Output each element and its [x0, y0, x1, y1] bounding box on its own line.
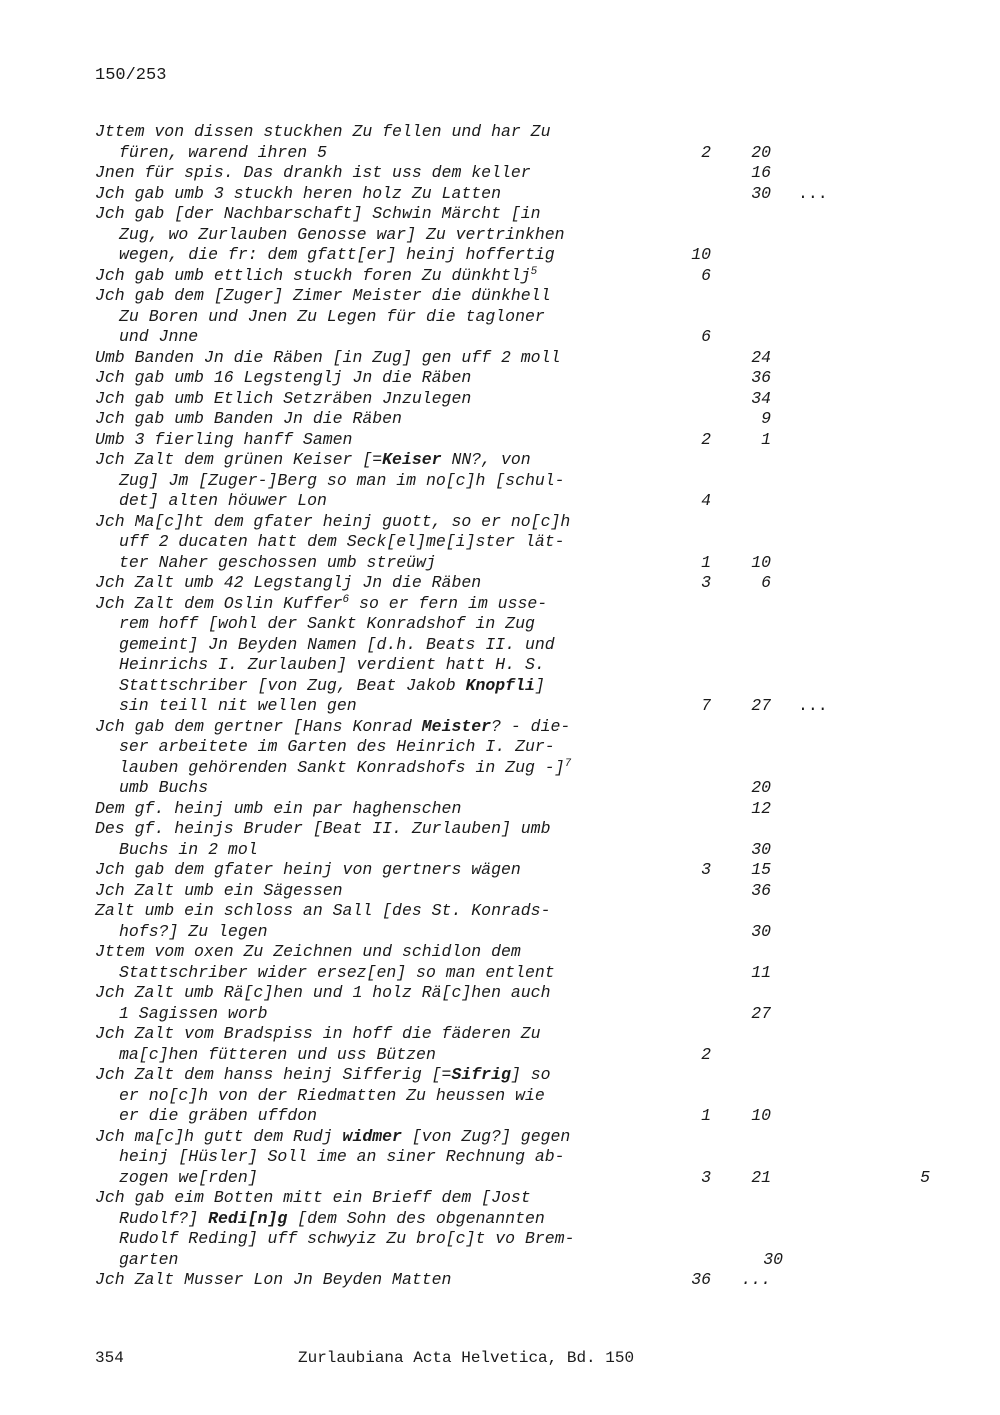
- text-segment: [dem Sohn des obgenannten: [287, 1208, 545, 1228]
- amount-c1: 1: [701, 552, 711, 572]
- amount-c2: 36: [751, 368, 771, 387]
- amount-c2: 20: [751, 142, 771, 162]
- entry-text: [95, 1065, 551, 1086]
- ledger-line: [95, 1086, 895, 1107]
- text-segment: Umb Banden Jn die Räben [in Zug] gen uff 2 moll: [95, 347, 561, 367]
- amount-c2: 30: [751, 921, 771, 941]
- amount-c1: 6: [701, 265, 711, 285]
- text-segment: garten: [119, 1249, 179, 1269]
- ledger-line: [95, 245, 895, 266]
- entry-text: [95, 163, 531, 184]
- entry-text: [119, 1168, 258, 1189]
- text-segment: er no[c]h von der Riedmatten Zu heussen wie: [119, 1085, 545, 1105]
- text-segment: Zug] Jm [Zuger-]Berg so man im no[c]h [schul-: [119, 470, 565, 490]
- text-segment: Jch Zalt dem grünen Keiser [=: [95, 450, 383, 469]
- ledger-line: [95, 553, 895, 574]
- entry-text: [95, 430, 352, 451]
- entry-text: [95, 1024, 541, 1045]
- entry-text: [95, 368, 471, 389]
- amount-c1: 2: [701, 1044, 711, 1064]
- text-segment: Jch gab umb 16 Legstenglj Jn die Räben: [95, 368, 472, 387]
- ledger-line: [95, 225, 895, 246]
- ledger-line: [95, 1024, 895, 1045]
- entry-text: [95, 881, 343, 902]
- entry-text: [119, 778, 208, 799]
- emphasized-name: Keiser: [382, 450, 442, 469]
- text-segment: 1 Sagissen worb: [119, 1003, 268, 1023]
- ledger-line: [95, 204, 895, 225]
- ledger-line: [95, 512, 895, 533]
- ledger-line: [95, 614, 895, 635]
- ledger-line: [95, 163, 895, 184]
- amount-c2: 24: [751, 347, 771, 367]
- entry-text: [95, 409, 402, 430]
- ledger-line: [95, 840, 895, 861]
- text-segment: Stattschriber wider ersez[en] so man entlent: [119, 962, 555, 982]
- ledger-line: [95, 696, 895, 717]
- amount-c3: ...: [798, 183, 828, 203]
- entry-text: [119, 963, 555, 984]
- amount-c2: 11: [751, 962, 771, 982]
- ledger-line: [95, 430, 895, 451]
- entry-text: [95, 573, 481, 594]
- text-segment: Jch ma[c]h gutt dem Rudj: [95, 1126, 343, 1146]
- ledger-line: [95, 266, 895, 287]
- entry-text: [119, 1209, 545, 1230]
- amount-c2: 12: [751, 798, 771, 818]
- ledger-line: [95, 532, 895, 553]
- account-entries: [95, 122, 930, 1291]
- text-segment: Jch gab eim Botten mitt ein Brieff dem [Jost: [95, 1188, 531, 1207]
- ledger-line: [95, 881, 895, 902]
- amount-c4: 5: [920, 1167, 930, 1187]
- entry-text: [95, 717, 570, 738]
- entry-text: [119, 737, 555, 758]
- entry-text: [95, 512, 570, 533]
- ledger-line: [95, 471, 895, 492]
- footnote-marker: 7: [564, 757, 572, 770]
- amount-c2: 27: [751, 1003, 771, 1023]
- ledger-line: [95, 922, 895, 943]
- entry-text: [119, 471, 565, 492]
- ledger-line: [95, 184, 895, 205]
- ledger-line: [95, 327, 895, 348]
- entry-text: [95, 594, 547, 615]
- text-segment: füren, warend ihren 5: [119, 142, 327, 162]
- emphasized-name: Knopfli: [465, 675, 535, 695]
- entry-text: [119, 840, 258, 861]
- text-segment: NN?, von: [441, 450, 531, 469]
- text-segment: Jch gab dem gertner [Hans Konrad: [95, 716, 422, 736]
- amount-c2: 30: [763, 1249, 783, 1269]
- entry-text: [119, 696, 357, 717]
- ledger-line: [95, 778, 895, 799]
- text-segment: ter Naher geschossen umb streüwj: [119, 552, 436, 572]
- entry-text: [95, 942, 521, 963]
- text-segment: wegen, die fr: dem gfatt[er] heinj hoffertig: [119, 245, 555, 264]
- amount-c1: 2: [701, 429, 711, 449]
- text-segment: zogen we[rden]: [119, 1167, 258, 1187]
- emphasized-name: Meister: [421, 716, 492, 736]
- footer-series-title: Zurlaubiana Acta Helvetica, Bd. 150: [298, 1349, 635, 1367]
- text-segment: Jnen für spis. Das drankh ist uss dem keller: [95, 163, 531, 182]
- ledger-line: [95, 122, 895, 143]
- text-segment: Zu Boren und Jnen Zu Legen für die tagloner: [119, 306, 545, 326]
- entry-text: [119, 1147, 565, 1168]
- entry-text: [95, 1127, 570, 1148]
- text-segment: Jch gab dem [Zuger] Zimer Meister die dünkhell: [95, 286, 551, 305]
- amount-c2: 1: [761, 429, 771, 449]
- ledger-line: [95, 1167, 930, 1189]
- text-segment: Dem gf. heinj umb ein par haghenschen: [95, 798, 462, 818]
- emphasized-name: Redi[n]g: [208, 1208, 288, 1228]
- entry-text: [95, 983, 550, 1004]
- ledger-line: [95, 491, 895, 512]
- ledger-line: [95, 737, 895, 758]
- entry-text: [119, 614, 535, 635]
- entry-text: [119, 1106, 317, 1127]
- text-segment: Jch gab umb 3 stuckh heren holz Zu Latten: [95, 183, 501, 203]
- entry-text: [95, 286, 550, 307]
- ledger-line: [95, 983, 895, 1004]
- footnote-marker: 6: [342, 593, 350, 606]
- entry-text: [119, 635, 555, 656]
- amount-c2: 16: [751, 163, 771, 182]
- ledger-line: [95, 635, 895, 656]
- entry-text: [95, 799, 461, 820]
- amount-c1: 3: [701, 573, 711, 592]
- amount-c1: 3: [701, 860, 711, 879]
- text-segment: Stattschriber [von Zug, Beat Jakob: [119, 675, 466, 695]
- amount-c2: 15: [751, 860, 771, 879]
- page-indicator: 150/253: [95, 66, 167, 85]
- ledger-line: [95, 286, 895, 307]
- entry-text: [119, 922, 268, 943]
- ledger-line: [95, 942, 895, 963]
- text-segment: [von Zug?] gegen: [401, 1126, 571, 1146]
- emphasized-name: Sifrig: [451, 1065, 511, 1084]
- ledger-line: [95, 1004, 895, 1025]
- text-segment: Heinrichs I. Zurlauben] verdient hatt H. S.: [119, 655, 545, 674]
- entry-text: [119, 655, 545, 676]
- footnote-marker: 5: [530, 265, 538, 278]
- amount-c2: 30: [751, 183, 771, 203]
- amount-c1: 10: [691, 245, 711, 264]
- ledger-line: [95, 799, 895, 820]
- text-segment: Jch gab umb Etlich Setzräben Jnzulegen: [95, 388, 472, 408]
- text-segment: Jch Zalt umb 42 Legstanglj Jn die Räben: [95, 573, 482, 592]
- text-segment: Umb 3 fierling hanff Samen: [95, 429, 353, 449]
- text-segment: Jch Zalt Musser Lon Jn Beyden Matten: [95, 1270, 452, 1289]
- entry-text: [95, 122, 550, 143]
- text-segment: Zug, wo Zurlauben Genosse war] Zu vertrinkhen: [119, 224, 565, 244]
- entry-text: [119, 245, 555, 266]
- emphasized-name: widmer: [342, 1126, 402, 1146]
- ledger-line: [95, 389, 895, 410]
- text-segment: Jch Zalt vom Bradspiss in hoff die fäderen Zu: [95, 1024, 541, 1043]
- ledger-line: [95, 1250, 895, 1271]
- text-segment: ser arbeitete im Garten des Heinrich I. Zur-: [119, 737, 555, 756]
- text-segment: rem hoff [wohl der Sankt Konradshof in Zug: [119, 614, 535, 633]
- ledger-line: [95, 676, 895, 697]
- amount-c2: 27: [751, 696, 771, 715]
- entry-text: [119, 327, 198, 348]
- text-segment: Jch gab umb Banden Jn die Räben: [95, 409, 402, 428]
- ledger-line: [95, 409, 895, 430]
- text-segment: Jttem von dissen stuckhen Zu fellen und har Zu: [95, 122, 551, 141]
- amount-c2: 10: [751, 1106, 771, 1125]
- amount-c1: 3: [701, 1167, 711, 1187]
- entry-text: [119, 1086, 545, 1107]
- entry-text: [119, 1004, 268, 1025]
- entry-text: [119, 1250, 178, 1271]
- amount-c1: 36: [691, 1270, 711, 1289]
- ledger-line: [95, 901, 895, 922]
- amount-c2: 36: [751, 880, 771, 900]
- amount-c1: 6: [701, 327, 711, 346]
- text-segment: so er fern im usse-: [349, 593, 548, 613]
- text-segment: Jch gab dem gfater heinj von gertners wägen: [95, 860, 521, 879]
- text-segment: Zalt umb ein schloss an Sall [des St. Konrads-: [95, 901, 551, 920]
- amount-c1: 1: [701, 1106, 711, 1125]
- amount-c1: 4: [701, 491, 711, 510]
- ledger-line: [95, 573, 895, 594]
- amount-c2: 34: [751, 388, 771, 408]
- ledger-line: [95, 1188, 895, 1209]
- ledger-line: [95, 1147, 895, 1168]
- text-segment: Des gf. heinjs Bruder [Beat II. Zurlauben] umb: [95, 819, 551, 838]
- entry-text: [119, 491, 327, 512]
- text-segment: uff 2 ducaten hatt dem Seck[el]me[i]ster lät-: [119, 532, 565, 551]
- text-segment: Jch Zalt dem Oslin Kuffer: [95, 593, 343, 613]
- amount-c2: 21: [751, 1167, 771, 1187]
- amount-c1: 2: [701, 142, 711, 162]
- text-segment: hofs?] Zu legen: [119, 921, 268, 941]
- entry-text: [95, 184, 501, 205]
- text-segment: det] alten höuwer Lon: [119, 491, 327, 510]
- amount-c3: ...: [798, 696, 828, 715]
- amount-c2: ...: [741, 1270, 771, 1289]
- text-segment: Buchs in 2 mol: [119, 839, 258, 859]
- text-segment: ]: [534, 675, 545, 695]
- ledger-line: [95, 1270, 895, 1291]
- amount-c2: 30: [751, 839, 771, 859]
- text-segment: Jch Zalt umb Rä[c]hen und 1 holz Rä[c]hen auch: [95, 983, 551, 1002]
- text-segment: ? - die-: [491, 716, 571, 736]
- entry-text: [119, 532, 565, 553]
- entry-text: [119, 307, 545, 328]
- ledger-line: [95, 1106, 895, 1127]
- text-segment: umb Buchs: [119, 778, 209, 797]
- ledger-line: [95, 450, 895, 471]
- text-segment: Jttem vom oxen Zu Zeichnen und schidlon dem: [95, 942, 521, 961]
- amount-c2: 20: [751, 778, 771, 797]
- amount-c2: 9: [761, 409, 771, 428]
- ledger-line: [95, 758, 895, 779]
- text-segment: Jch gab [der Nachbarschaft] Schwin Märcht [in: [95, 204, 541, 223]
- ledger-line: [95, 143, 895, 164]
- ledger-line: [95, 860, 895, 881]
- text-segment: gemeint] Jn Beyden Namen [d.h. Beats II. und: [119, 634, 555, 654]
- ledger-line: [95, 594, 895, 615]
- footer-page-number: 354: [95, 1349, 124, 1367]
- ledger-line: [95, 717, 895, 738]
- entry-text: [95, 450, 531, 471]
- entry-text: [95, 348, 560, 369]
- text-segment: Jch Zalt dem hanss heinj Sifferig [=: [95, 1065, 452, 1084]
- ledger-line: [95, 1209, 895, 1230]
- text-segment: er die gräben uffdon: [119, 1106, 318, 1125]
- ledger-line: [95, 1065, 895, 1086]
- text-segment: sin teill nit wellen gen: [119, 696, 357, 715]
- ledger-line: [95, 1127, 895, 1148]
- entry-text: [119, 758, 571, 779]
- entry-text: [95, 819, 550, 840]
- ledger-line: [95, 368, 895, 389]
- entry-text: [119, 143, 327, 164]
- text-segment: Jch Zalt umb ein Sägessen: [95, 880, 343, 900]
- text-segment: heinj [Hüsler] Soll ime an siner Rechnung ab-: [119, 1147, 565, 1166]
- amount-c2: 6: [761, 573, 771, 592]
- amount-c1: 7: [701, 696, 711, 715]
- entry-text: [95, 860, 521, 881]
- text-segment: Rudolf?]: [119, 1208, 209, 1228]
- ledger-line: [95, 655, 895, 676]
- ledger-line: [95, 1229, 895, 1250]
- text-segment: lauben gehörenden Sankt Konradshofs in Zug -]: [119, 757, 565, 777]
- ledger-line: [95, 819, 895, 840]
- entry-text: [95, 901, 550, 922]
- entry-text: [95, 389, 471, 410]
- entry-text: [119, 553, 436, 574]
- text-segment: Rudolf Reding] uff schwyiz Zu bro[c]t vo Brem-: [119, 1229, 575, 1248]
- entry-text: [95, 204, 541, 225]
- entry-text: [119, 676, 545, 697]
- text-segment: und Jnne: [119, 327, 199, 346]
- entry-text: [95, 1188, 531, 1209]
- entry-text: [119, 1045, 436, 1066]
- entry-text: [95, 266, 537, 287]
- ledger-line: [95, 963, 895, 984]
- text-segment: ma[c]hen fütteren und uss Bützen: [119, 1044, 436, 1064]
- entry-text: [95, 1270, 451, 1291]
- entry-text: [119, 1229, 574, 1250]
- text-segment: Jch Ma[c]ht dem gfater heinj guott, so er no[c]h: [95, 511, 571, 531]
- amount-c2: 10: [751, 552, 771, 572]
- ledger-line: [95, 1045, 895, 1066]
- text-segment: ] so: [510, 1065, 551, 1084]
- ledger-line: [95, 307, 895, 328]
- ledger-line: [95, 348, 895, 369]
- entry-text: [119, 225, 565, 246]
- text-segment: Jch gab umb ettlich stuckh foren Zu dünkhtlj: [95, 265, 531, 285]
